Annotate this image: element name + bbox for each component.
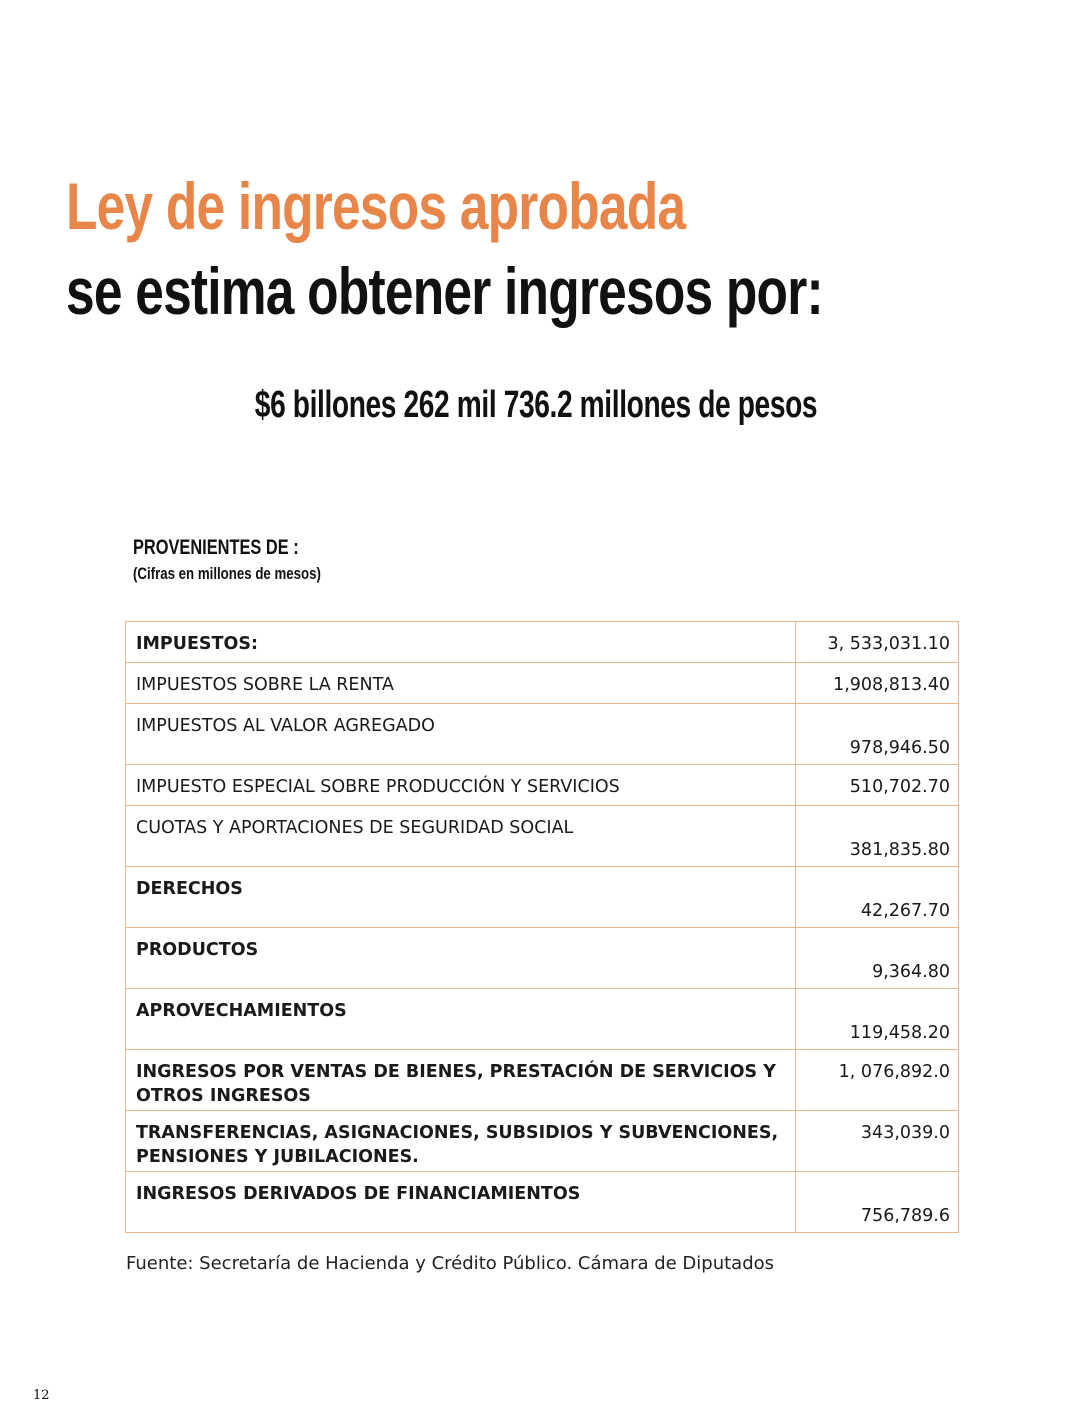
total-amount-text: $6 billones 262 mil 736.2 millones de pesos — [254, 384, 817, 426]
row-label: INGRESOS DERIVADOS DE FINANCIAMIENTOS — [126, 1172, 796, 1233]
row-value: 756,789.6 — [796, 1172, 959, 1233]
provenientes-block — [133, 536, 374, 584]
row-label: DERECHOS — [126, 867, 796, 928]
provenientes-title: PROVENIENTES DE : — [133, 536, 299, 559]
table-row — [126, 622, 959, 663]
row-value: 119,458.20 — [796, 989, 959, 1050]
row-value: 978,946.50 — [796, 704, 959, 765]
table-row — [126, 1111, 959, 1172]
row-label: IMPUESTO ESPECIAL SOBRE PRODUCCIÓN Y SERVICIOS — [126, 765, 796, 806]
table-row — [126, 806, 959, 867]
table-row — [126, 765, 959, 806]
row-label: INGRESOS POR VENTAS DE BIENES, PRESTACIÓN DE SERVICIOS Y OTROS INGRESOS — [126, 1050, 796, 1111]
row-label: APROVECHAMIENTOS — [126, 989, 796, 1050]
row-value: 381,835.80 — [796, 806, 959, 867]
table-row — [126, 989, 959, 1050]
row-label: IMPUESTOS SOBRE LA RENTA — [126, 663, 796, 704]
row-value: 343,039.0 — [796, 1111, 959, 1172]
table-row — [126, 1172, 959, 1233]
row-label: TRANSFERENCIAS, ASIGNACIONES, SUBSIDIOS Y SUBVENCIONES, PENSIONES Y JUBILACIONES. — [126, 1111, 796, 1172]
page-number: 12 — [33, 1388, 50, 1403]
row-value: 1, 076,892.0 — [796, 1050, 959, 1111]
heading-line-1: Ley de ingresos aprobada — [66, 169, 686, 243]
provenientes-note: (Cifras en millones de mesos) — [133, 564, 321, 583]
table-row — [126, 704, 959, 765]
row-label: IMPUESTOS AL VALOR AGREGADO — [126, 704, 796, 765]
source-note: Fuente: Secretaría de Hacienda y Crédito Público. Cámara de Diputados — [126, 1253, 775, 1274]
table-row — [126, 663, 959, 704]
row-value: 510,702.70 — [796, 765, 959, 806]
income-table — [125, 621, 959, 1233]
row-value: 3, 533,031.10 — [796, 622, 959, 663]
row-label: IMPUESTOS: — [126, 622, 796, 663]
row-value: 42,267.70 — [796, 867, 959, 928]
table-row — [126, 928, 959, 989]
table-row — [126, 867, 959, 928]
row-label: PRODUCTOS — [126, 928, 796, 989]
row-value: 1,908,813.40 — [796, 663, 959, 704]
row-value: 9,364.80 — [796, 928, 959, 989]
total-amount — [0, 384, 1071, 427]
row-label: CUOTAS Y APORTACIONES DE SEGURIDAD SOCIAL — [126, 806, 796, 867]
table-row — [126, 1050, 959, 1111]
heading-line-2: se estima obtener ingresos por: — [66, 254, 823, 328]
